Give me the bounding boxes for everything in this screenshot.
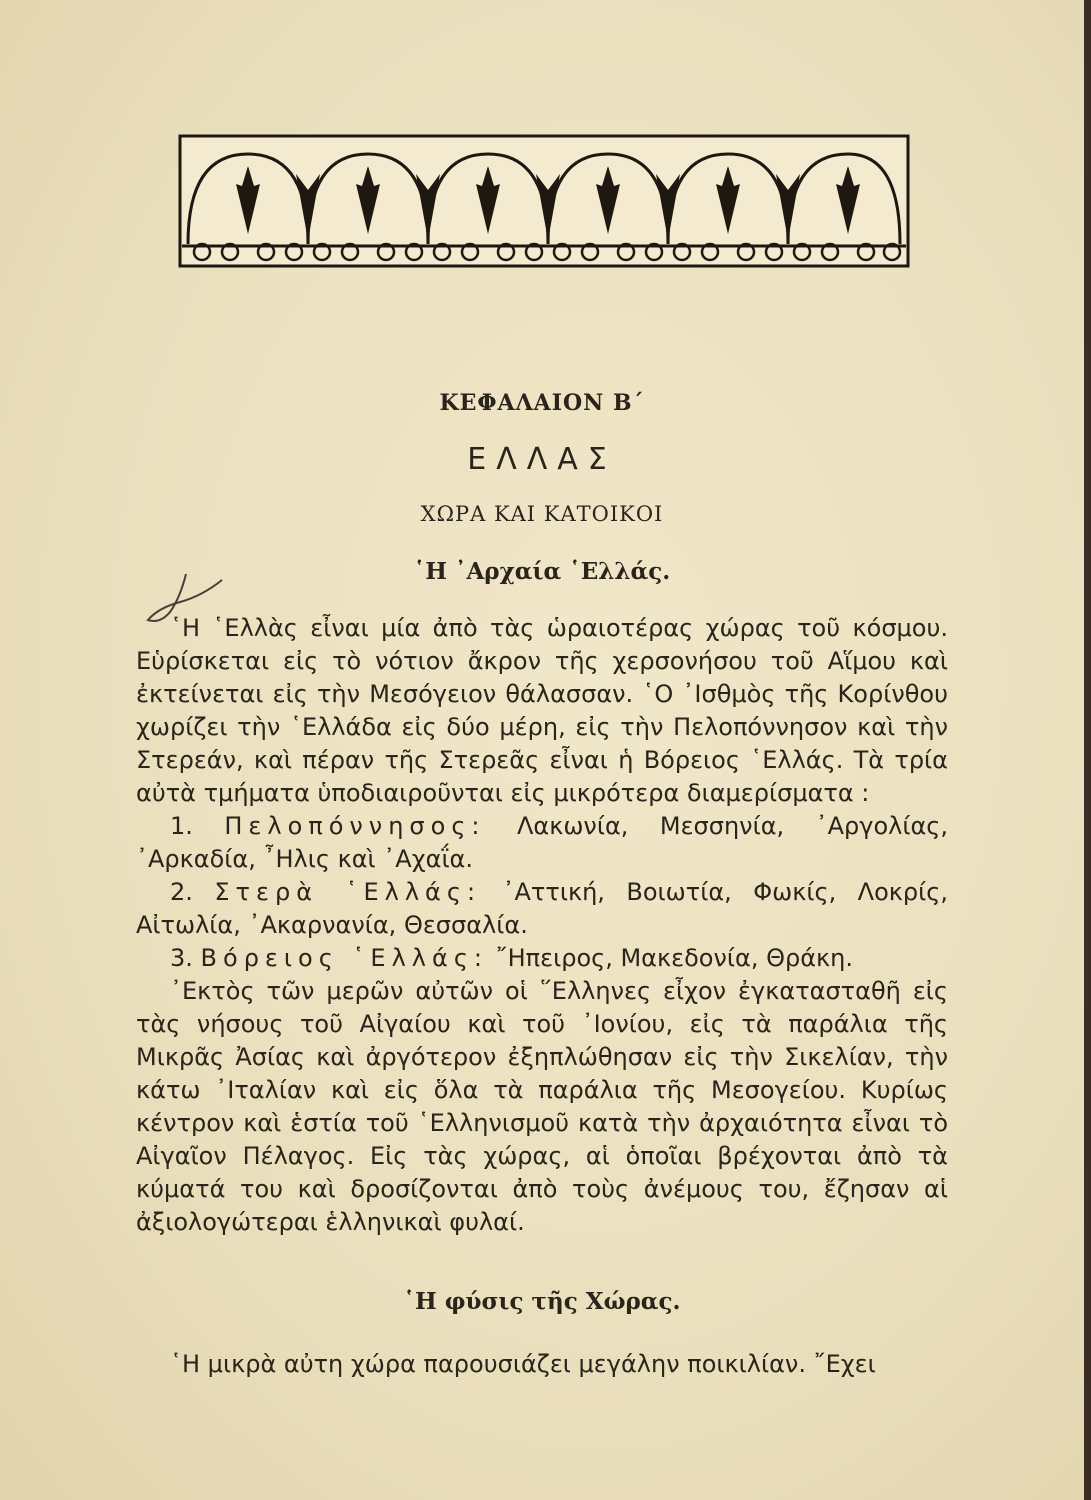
item-number: 2. (170, 878, 193, 906)
item-text: Λακωνία, Μεσσηνία, ᾿Αργολίας, ᾿Αρκαδία, ῏Ηλις καὶ ᾿Αχαΐα. (136, 812, 948, 873)
item-region-name: Βόρειος ῾Ελλάς: (200, 944, 488, 972)
item-region-name: Πελοπόννησος: (224, 812, 486, 840)
section-body-nature (136, 1348, 948, 1381)
item-region-name: Στερὰ ῾Ελλάς: (214, 878, 482, 906)
paragraph-closing: ᾿Εκτὸς τῶν μερῶν αὐτῶν οἱ ῞Ελληνες εἶχον ἐγκατασταθῆ εἰς τὰς νήσους τοῦ Αἰγαίου καὶ τοῦ ᾿Ιονίου, εἰς τὰ παράλια τῆς Μικρᾶς Ἀσίας καὶ ἀργότερον ἐξηπλώθησαν εἰς τὴν Σικελίαν, τὴν κάτω ᾿Ιταλίαν καὶ εἰς ὅλα τὰ παράλια τῆς Μεσογείου. Κυρίως κέντρον καὶ ἑστία τοῦ ῾Ελληνισμοῦ κατὰ τὴν ἀρχαιότητα εἶναι τὸ Αἰγαῖον Πέλαγος. Εἰς τὰς χώρας, αἱ ὁποῖαι βρέχονται ἀπὸ τὰ κύματά του καὶ δροσίζονται ἀπὸ τοὺς ἀνέμους του, ἔζησαν αἱ ἀξιολογώτεραι ἑλληνικαὶ φυλαί. (136, 977, 948, 1236)
item-text: ᾿Αττική, Βοιωτία, Φωκίς, Λοκρίς, Αἰτωλία, ᾿Ακαρνανία, Θεσσαλία. (136, 878, 948, 939)
list-item (136, 942, 948, 975)
page-edge-shadow (1084, 0, 1091, 1500)
section-heading-ancient-greece: ῾Η ᾿Αρχαία ῾Ελλάς. (413, 558, 671, 585)
chapter-heading: ΚΕΦΑΛΑΙΟΝ Β΄ (439, 390, 645, 416)
paragraph-intro: ῾Η ῾Ελλὰς εἶναι μία ἀπὸ τὰς ὡραιοτέρας χώρας τοῦ κόσμου. Εὑρίσκεται εἰς τὸ νότιον ἄκρον τῆς χερσονήσου τοῦ Αἵμου καὶ ἐκτείνεται εἰς τὴν Μεσόγειον θάλασσαν. ῾Ο ᾿Ισθμὸς τῆς Κορίνθου χωρίζει τὴν ῾Ελλάδα εἰς δύο μέρη, εἰς τὴν Πελοπόννησον καὶ τὴν Στερεάν, καὶ πέραν τῆς Στερεᾶς εἶναι ἡ Βόρειος ῾Ελλάς. Τὰ τρία αὐτὰ τμήματα ὑποδιαιροῦνται εἰς μικρότερα διαμερίσματα : (136, 614, 948, 807)
item-number: 1. (170, 812, 193, 840)
item-text: ῎Ηπειρος, Μακεδονία, Θράκη. (495, 944, 854, 972)
paragraph-nature-intro: ῾Η μικρὰ αὐτη χώρα παρουσιάζει μεγάλην ποικιλίαν. ῎Εχει (170, 1350, 876, 1378)
chapter-title: ΕΛΛΑΣ (467, 442, 617, 477)
ornamental-header-band (178, 134, 910, 268)
section-body-ancient-greece (136, 612, 948, 1239)
item-number: 3. (170, 944, 193, 972)
list-item (136, 876, 948, 942)
chapter-subtitle: ΧΩΡΑ ΚΑΙ ΚΑΤΟΙΚΟΙ (420, 502, 664, 526)
list-item (136, 810, 948, 876)
section-heading-nature: ῾Η φύσις τῆς Χώρας. (403, 1288, 681, 1315)
